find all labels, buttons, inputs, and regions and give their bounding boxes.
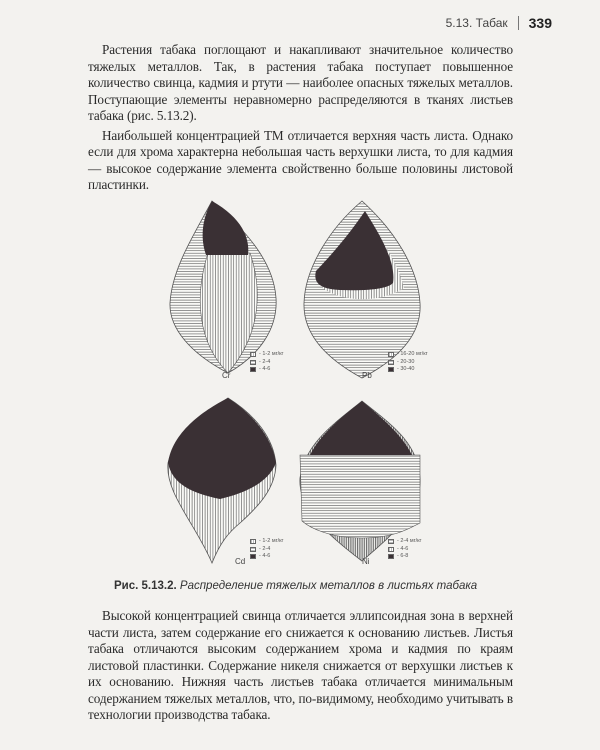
figure-caption xyxy=(114,580,514,592)
leaf-label-cr: Cr xyxy=(222,371,231,380)
legend-swatch xyxy=(250,547,256,552)
section-title: 5.13. Табак xyxy=(445,16,508,30)
leaf-label-pb: Pb xyxy=(362,371,372,380)
running-head xyxy=(446,15,552,31)
legend-cd xyxy=(250,538,284,561)
text-block-top xyxy=(88,42,513,194)
paragraph: Растения табака поглощают и накапливают значительное количество тяжелых металлов. Так, в растения табака поступает повышенное количество свинца, кадмия и ртути — наиболее опасных тяжелых металлов. Поступающие элементы неравномерно распределяются в тканях листьев табака (рис. 5.13.2). xyxy=(88,42,513,123)
legend-item: - 2-4 мг/кг xyxy=(397,538,422,544)
legend-item: - 4-6 xyxy=(259,366,271,372)
legend-swatch xyxy=(388,352,394,357)
figure-leaf-diagram xyxy=(150,193,450,568)
legend-swatch xyxy=(250,554,256,559)
legend-swatch xyxy=(388,539,394,544)
legend-pb xyxy=(388,351,428,374)
caption-text: Распределение тяжелых металлов в листьях табака xyxy=(179,580,478,592)
legend-swatch xyxy=(388,554,394,559)
leaf-cr xyxy=(170,201,276,373)
legend-swatch xyxy=(388,367,394,372)
legend-item: - 2-4 xyxy=(259,545,271,552)
legend-item: - 1-2 мг/кг xyxy=(259,538,284,544)
leaf-label-cd: Cd xyxy=(235,557,246,566)
legend-item: - 20-30 xyxy=(397,358,415,365)
legend-cr xyxy=(250,351,284,374)
legend-item: - 1-2 мг/кг xyxy=(259,351,284,357)
legend-item: - 4-6 xyxy=(259,553,271,559)
text-block-bottom xyxy=(88,608,513,724)
paragraph: Высокой концентрацией свинца отличается эллипсоидная зона в верхней части листа, затем содержание его снижается к основанию листьев. Листья табака отличаются высоким содержанием хрома и кадмия по краям листовой пластинки. Содержание никеля снижается от верхушки листьев к их основанию. Нижняя часть листьев табака отличается минимальным содержанием тяжелых металлов, что, по-видимому, необходимо учитывать в технологии производства табака. xyxy=(88,608,513,722)
leaf-ni xyxy=(300,401,420,561)
legend-item: - 30-40 xyxy=(397,366,415,372)
page-number: 339 xyxy=(528,15,552,31)
leaf-label-ni: Ni xyxy=(362,557,370,566)
legend-swatch xyxy=(250,539,256,544)
legend-swatch xyxy=(250,360,256,365)
legend-item: - 16-20 мг/кг xyxy=(397,351,428,357)
legend-swatch xyxy=(250,352,256,357)
legend-item: - 4-6 xyxy=(397,545,409,552)
header-separator xyxy=(518,16,519,30)
leaf-diagrams xyxy=(150,193,450,568)
legend-swatch xyxy=(388,547,394,552)
legend-item: - 6-8 xyxy=(397,553,409,559)
legend-item: - 2-4 xyxy=(259,358,271,365)
legend-ni xyxy=(388,538,422,561)
legend-swatch xyxy=(250,367,256,372)
legend-swatch xyxy=(388,360,394,365)
paragraph: Наибольшей концентрацией ТМ отличается верхняя часть листа. Однако если для хрома характерна небольшая часть верхушки листа, то для кадмия — высокое содержание элемента свойственно больше половины листовой пластинки. xyxy=(88,127,513,192)
caption-number: Рис. 5.13.2. xyxy=(114,580,177,592)
